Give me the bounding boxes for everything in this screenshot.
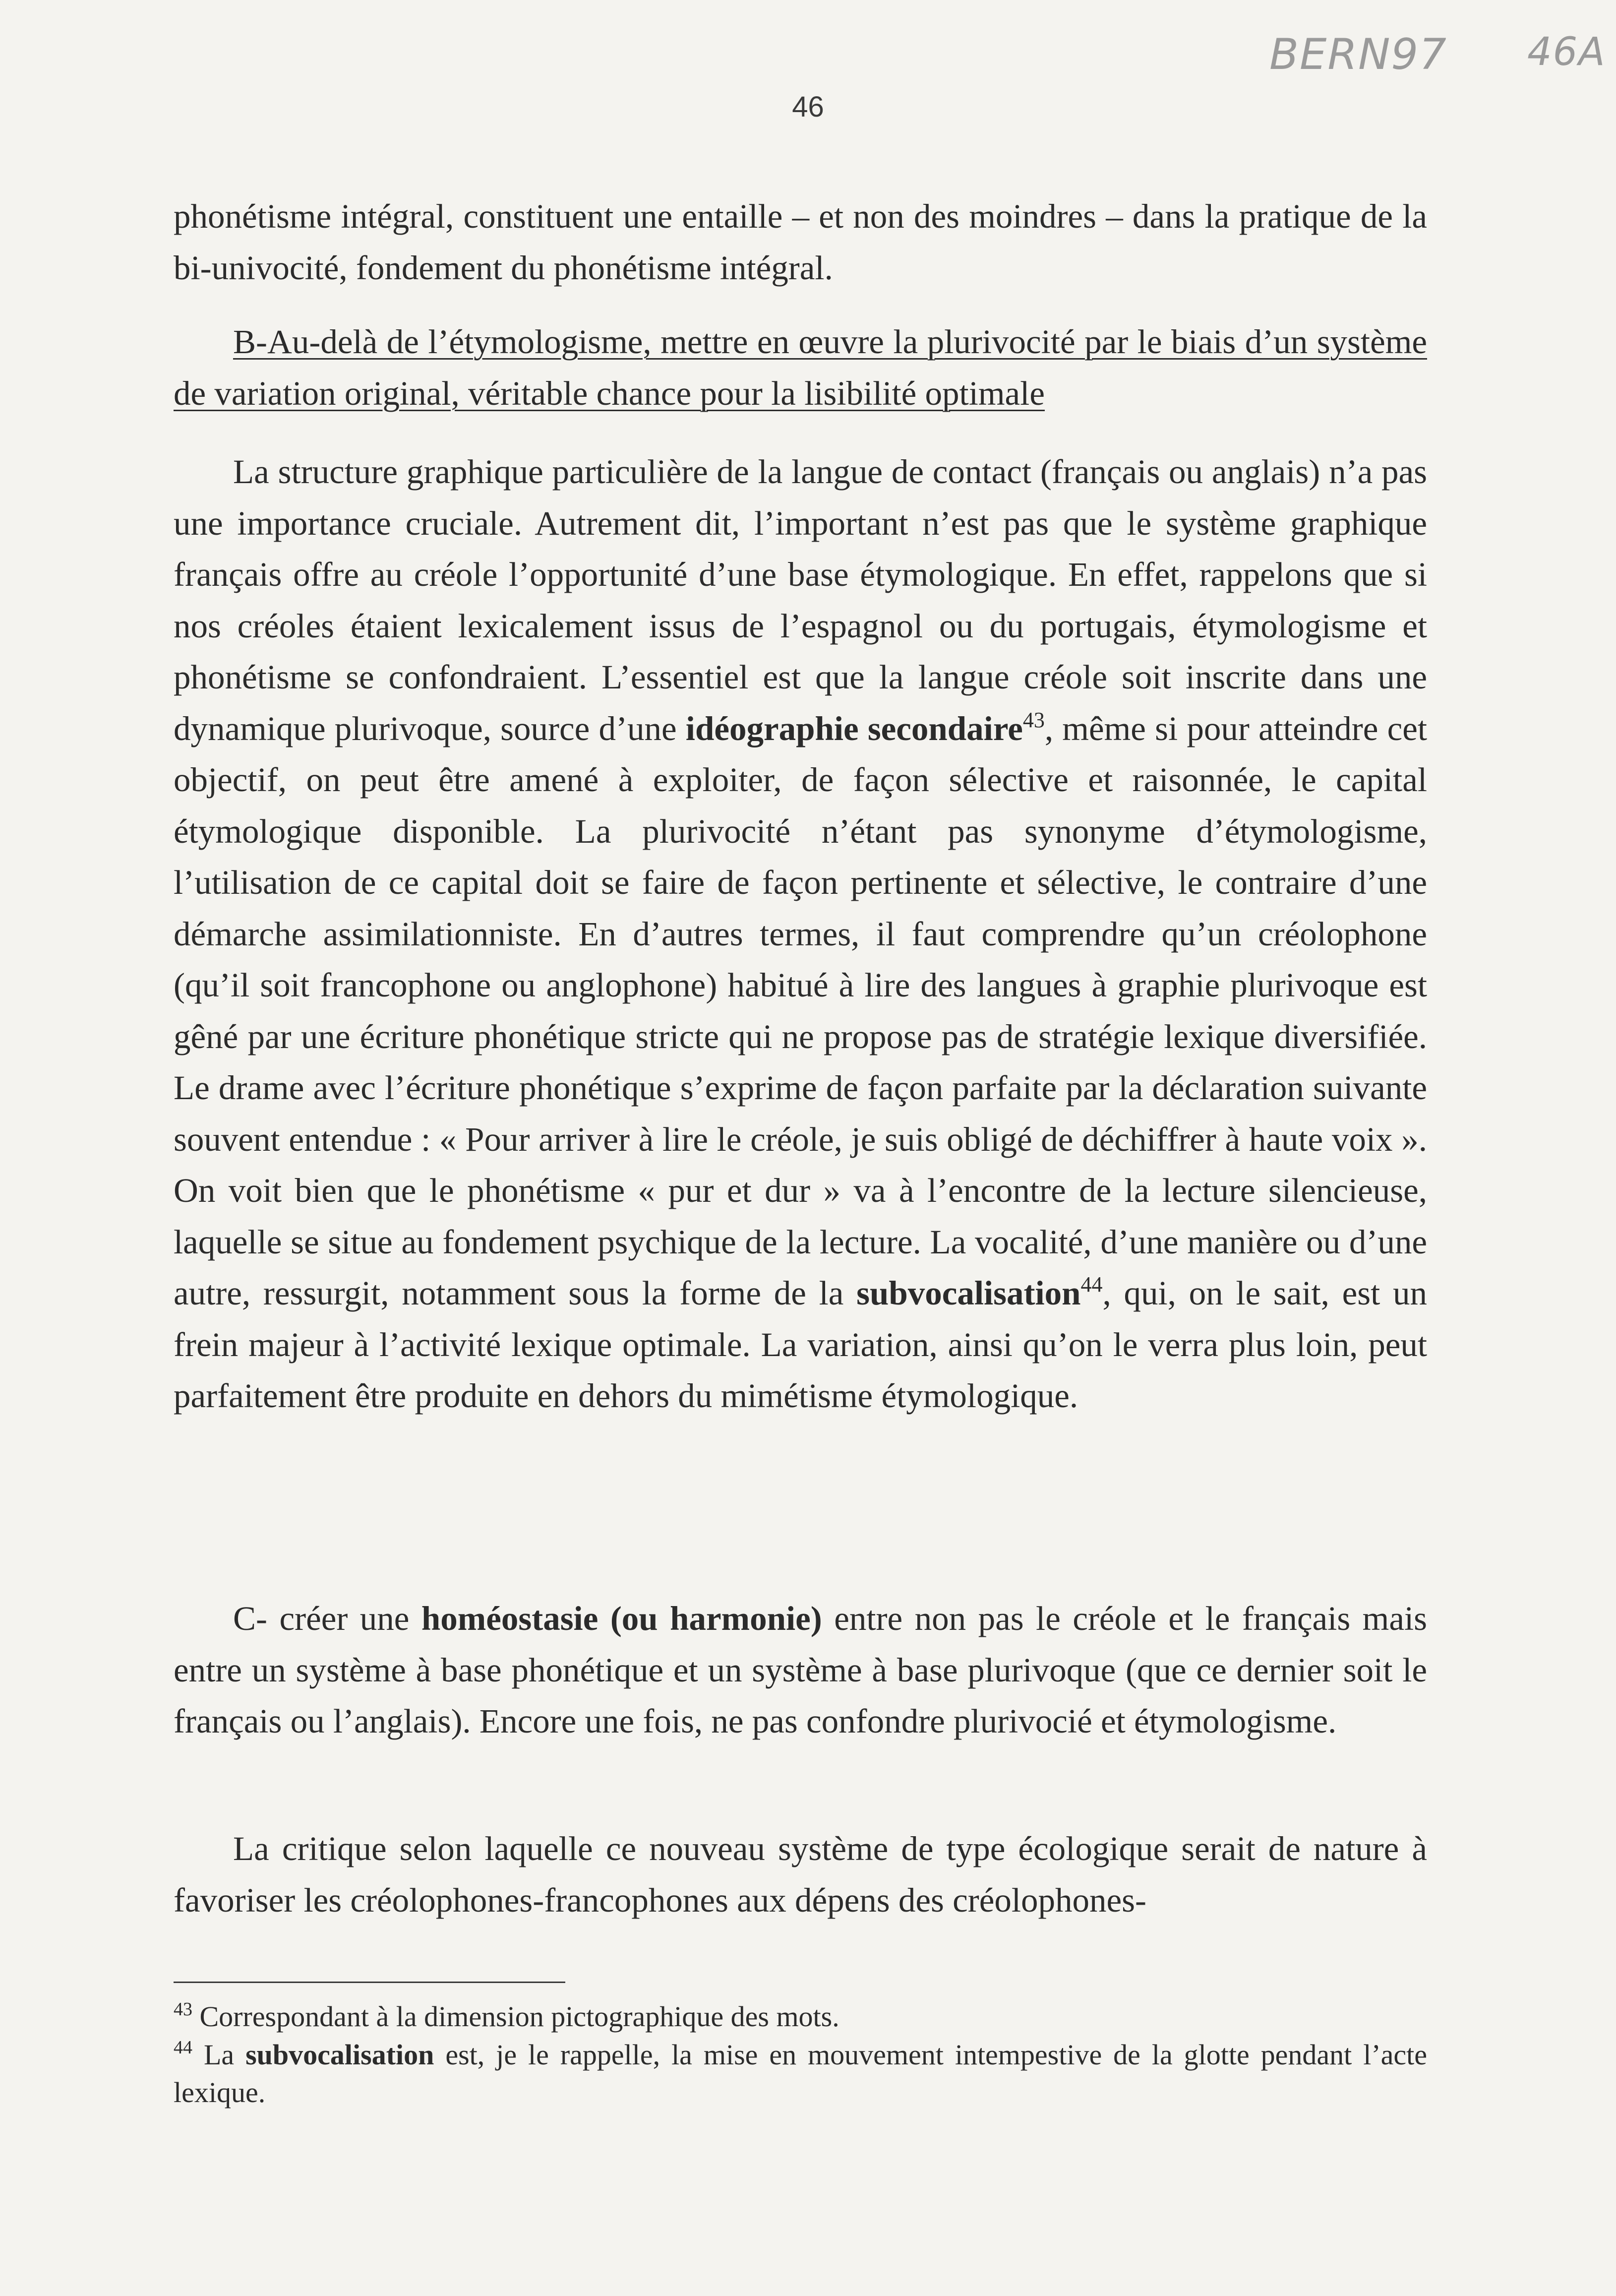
term-homeostasie: homéostasie (ou harmonie) [421, 1600, 822, 1637]
heading-b-letter: B [233, 323, 256, 361]
section-heading-b [174, 316, 1427, 419]
term-subvocalisation: subvocalisation [856, 1274, 1081, 1312]
footnote-ref-43[interactable]: 43 [1022, 707, 1045, 732]
footnote-ref-44[interactable]: 44 [1080, 1272, 1103, 1297]
p2-part-c: , même si pour atteindre cet objectif, on peut être amené à exploiter, de façon sélective et raisonnée, le capital étymologique disponible. La plurivocité n’étant pas synonyme d’étymologisme, l’utilisation de ce capital doit se faire de façon pertinente et sélective, le contraire d’une démarche assimilationniste. En d’autres termes, il faut comprendre qu’un créolophone (qu’il soit francophone ou anglophone) habitué à lire des langues à graphie plurivoque est gêné par une écriture phonétique stricte qui ne propose pas de stratégie lexique diversifiée. Le drame avec l’écriture phonétique s’exprime de façon parfaite par la déclaration suivante souvent entendue : « Pour arriver à lire le créole, je suis obligé de déchiffrer à haute voix ». On voit bien que le phonétisme « pur et dur » va à l’encontre de la lecture silencieuse, laquelle se situe au fondement psychique de la lecture. La vocalité, d’une manière ou d’une autre, ressurgit, notamment sous la forme de la [174, 709, 1427, 1312]
paragraph-4: La critique selon laquelle ce nouveau système de type écologique serait de nature à favoriser les créolophones-francophones aux dépens des créolophones- [174, 1830, 1427, 1919]
term-ideographie-secondaire: idéographie secondaire [685, 709, 1023, 747]
page-number: 46 [792, 91, 824, 123]
heading-b-text [174, 316, 1427, 419]
p2-part-a: La structure graphique particulière de la langue de contact (français ou anglais) n’a pas une importance cruciale. Autrement dit, l’important n’est pas que le système graphique français offre au créole l’opportunité d’une base étymologique. En effet, rappelons que si nos créoles étaient lexicalement issus de l’espagnol ou du portugais, étymologisme et phonétisme se confondraient. L’essentiel est que la langue créole soit inscrite dans une dynamique plurivoque, source d’une [174, 453, 1427, 747]
footnote-44: $^{44}$ La subvocalisation est, je le rappelle, la mise en mouvement intempestive de la glotte pendant l’acte lexique. [174, 2037, 1428, 2109]
footnote-num-43: 43 [174, 1999, 192, 2020]
footnote-num-44: 44 [174, 2037, 192, 2058]
handwritten-page-mark: 46A [1527, 30, 1606, 74]
p3-lead: C- [233, 1600, 267, 1637]
paragraph-1: phonétisme intégral, constituent une entaille – et non des moindres – dans la pratique de la bi-univocité, fondement du phonétisme intégral. [174, 197, 1427, 287]
paragraph-2 [174, 446, 1427, 1422]
footnote-43: $^{43}$ Correspondant à la dimension pictographique des mots. [174, 1999, 839, 2033]
p2-part-d: , qui, on le sait, est un frein majeur à l’activité lexique optimale. La variation, ainsi qu’on le verra plus loin, peut parfaitement être produite en dehors du mimétisme étymologique. [174, 1274, 1428, 1415]
paragraph-continued [174, 191, 1427, 294]
handwritten-archive-ref: BERN97 [1269, 30, 1447, 79]
footnote-separator [174, 1982, 565, 1983]
paragraph-3: C- créer une homéostasie (ou harmonie) entre non pas le créole et le français mais entre un système à base phonétique et un système à base plurivoque (que ce dernier soit le français ou l’anglais). Encore une fois, ne pas confondre plurivocié et étymologisme. [174, 1600, 1428, 1740]
heading-b-body: -Au-delà de l’étymologisme, mettre en œuvre la plurivocité par le biais d’un système de variation original, véritable chance pour la lisibilité optimale [174, 323, 1427, 412]
